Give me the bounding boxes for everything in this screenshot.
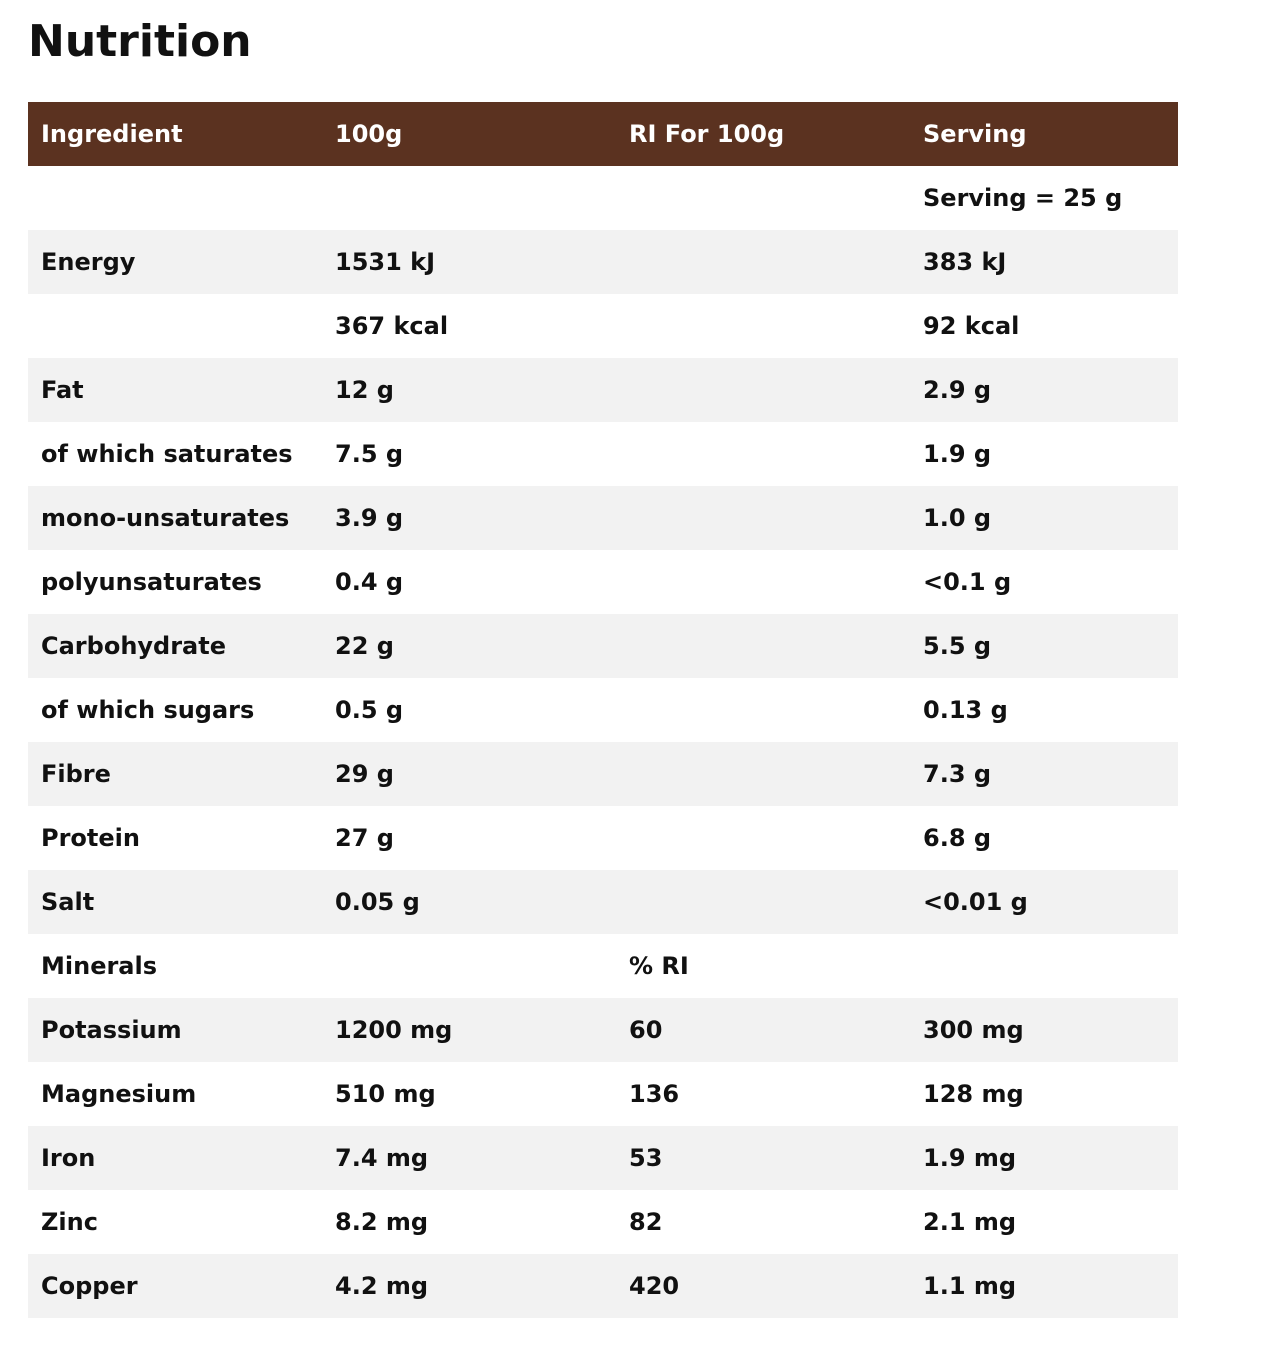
ri-cell: 420	[629, 1272, 680, 1300]
per-100g-cell: 0.4 g	[335, 568, 404, 596]
table-row	[28, 230, 1178, 294]
serving-cell: 2.1 mg	[923, 1208, 1017, 1236]
ingredient-cell: Minerals	[41, 952, 158, 980]
per-100g-cell: 7.5 g	[335, 440, 404, 468]
ingredient-cell: Fat	[41, 376, 84, 404]
ingredient-cell	[28, 166, 322, 230]
serving-cell: 5.5 g	[923, 632, 992, 660]
ingredient-cell: Protein	[41, 824, 140, 852]
table-row	[28, 486, 1178, 550]
table-row	[28, 358, 1178, 422]
ri-cell: 136	[629, 1080, 680, 1108]
serving-cell: 2.9 g	[923, 376, 992, 404]
serving-cell: 383 kJ	[923, 248, 1007, 276]
ri-cell	[616, 166, 910, 230]
table-row	[28, 614, 1178, 678]
per-100g-cell: 29 g	[335, 760, 394, 788]
per-100g-cell: 0.5 g	[335, 696, 404, 724]
table-row	[28, 1190, 1178, 1254]
table-row	[28, 422, 1178, 486]
serving-cell: 92 kcal	[923, 312, 1020, 340]
ri-cell	[616, 358, 910, 422]
serving-cell: <0.01 g	[923, 888, 1028, 916]
ri-cell: 60	[629, 1016, 663, 1044]
table-row	[28, 806, 1178, 870]
ri-cell	[616, 742, 910, 806]
table-row	[28, 742, 1178, 806]
column-header-100g: 100g	[335, 120, 403, 148]
ingredient-cell: Potassium	[41, 1016, 182, 1044]
serving-cell: Serving = 25 g	[923, 184, 1123, 212]
column-header-ingredient: Ingredient	[41, 120, 183, 148]
ingredient-cell: Copper	[41, 1272, 138, 1300]
ingredient-cell	[28, 294, 322, 358]
per-100g-cell: 0.05 g	[335, 888, 420, 916]
ri-cell	[616, 614, 910, 678]
table-row	[28, 678, 1178, 742]
ingredient-cell: polyunsaturates	[41, 568, 262, 596]
column-header-ri-for-100g: RI For 100g	[629, 120, 785, 148]
ingredient-cell: Energy	[41, 248, 136, 276]
ri-cell	[616, 422, 910, 486]
ri-cell	[616, 294, 910, 358]
serving-cell: 1.9 g	[923, 440, 992, 468]
ri-cell: 53	[629, 1144, 663, 1172]
per-100g-cell: 7.4 mg	[335, 1144, 429, 1172]
ri-cell: % RI	[629, 952, 689, 980]
ri-cell	[616, 806, 910, 870]
table-row	[28, 166, 1178, 230]
ingredient-cell: mono-unsaturates	[41, 504, 290, 532]
ri-cell	[616, 230, 910, 294]
table-row	[28, 1062, 1178, 1126]
serving-cell: 1.1 mg	[923, 1272, 1017, 1300]
table-body	[28, 166, 1178, 1318]
serving-cell	[910, 934, 1178, 998]
ri-cell	[616, 870, 910, 934]
per-100g-cell	[322, 166, 616, 230]
per-100g-cell: 3.9 g	[335, 504, 404, 532]
ingredient-cell: Iron	[41, 1144, 96, 1172]
page-title: Nutrition	[28, 16, 252, 67]
per-100g-cell: 367 kcal	[335, 312, 449, 340]
serving-cell: 1.9 mg	[923, 1144, 1017, 1172]
table-row	[28, 934, 1178, 998]
per-100g-cell: 1200 mg	[335, 1016, 453, 1044]
column-header-serving: Serving	[923, 120, 1027, 148]
serving-cell: <0.1 g	[923, 568, 1012, 596]
per-100g-cell: 1531 kJ	[335, 248, 436, 276]
per-100g-cell: 12 g	[335, 376, 394, 404]
per-100g-cell	[322, 934, 616, 998]
per-100g-cell: 8.2 mg	[335, 1208, 429, 1236]
ingredient-cell: Magnesium	[41, 1080, 197, 1108]
serving-cell: 6.8 g	[923, 824, 992, 852]
table-row	[28, 1126, 1178, 1190]
ri-cell	[616, 550, 910, 614]
ingredient-cell: of which saturates	[41, 440, 293, 468]
ri-cell: 82	[629, 1208, 663, 1236]
header-row	[28, 102, 1178, 166]
serving-cell: 128 mg	[923, 1080, 1024, 1108]
serving-cell: 0.13 g	[923, 696, 1008, 724]
table-row	[28, 998, 1178, 1062]
serving-cell: 7.3 g	[923, 760, 992, 788]
table-row	[28, 870, 1178, 934]
ingredient-cell: Zinc	[41, 1208, 98, 1236]
ingredient-cell: Salt	[41, 888, 95, 916]
table-row	[28, 294, 1178, 358]
ingredient-cell: Fibre	[41, 760, 111, 788]
per-100g-cell: 27 g	[335, 824, 394, 852]
ri-cell	[616, 678, 910, 742]
ingredient-cell: of which sugars	[41, 696, 255, 724]
per-100g-cell: 22 g	[335, 632, 394, 660]
table-row	[28, 1254, 1178, 1318]
ri-cell	[616, 486, 910, 550]
table-row	[28, 550, 1178, 614]
ingredient-cell: Carbohydrate	[41, 632, 227, 660]
serving-cell: 1.0 g	[923, 504, 992, 532]
per-100g-cell: 510 mg	[335, 1080, 436, 1108]
per-100g-cell: 4.2 mg	[335, 1272, 429, 1300]
table-header	[28, 102, 1178, 166]
nutrition-table	[28, 102, 1178, 1318]
serving-cell: 300 mg	[923, 1016, 1024, 1044]
